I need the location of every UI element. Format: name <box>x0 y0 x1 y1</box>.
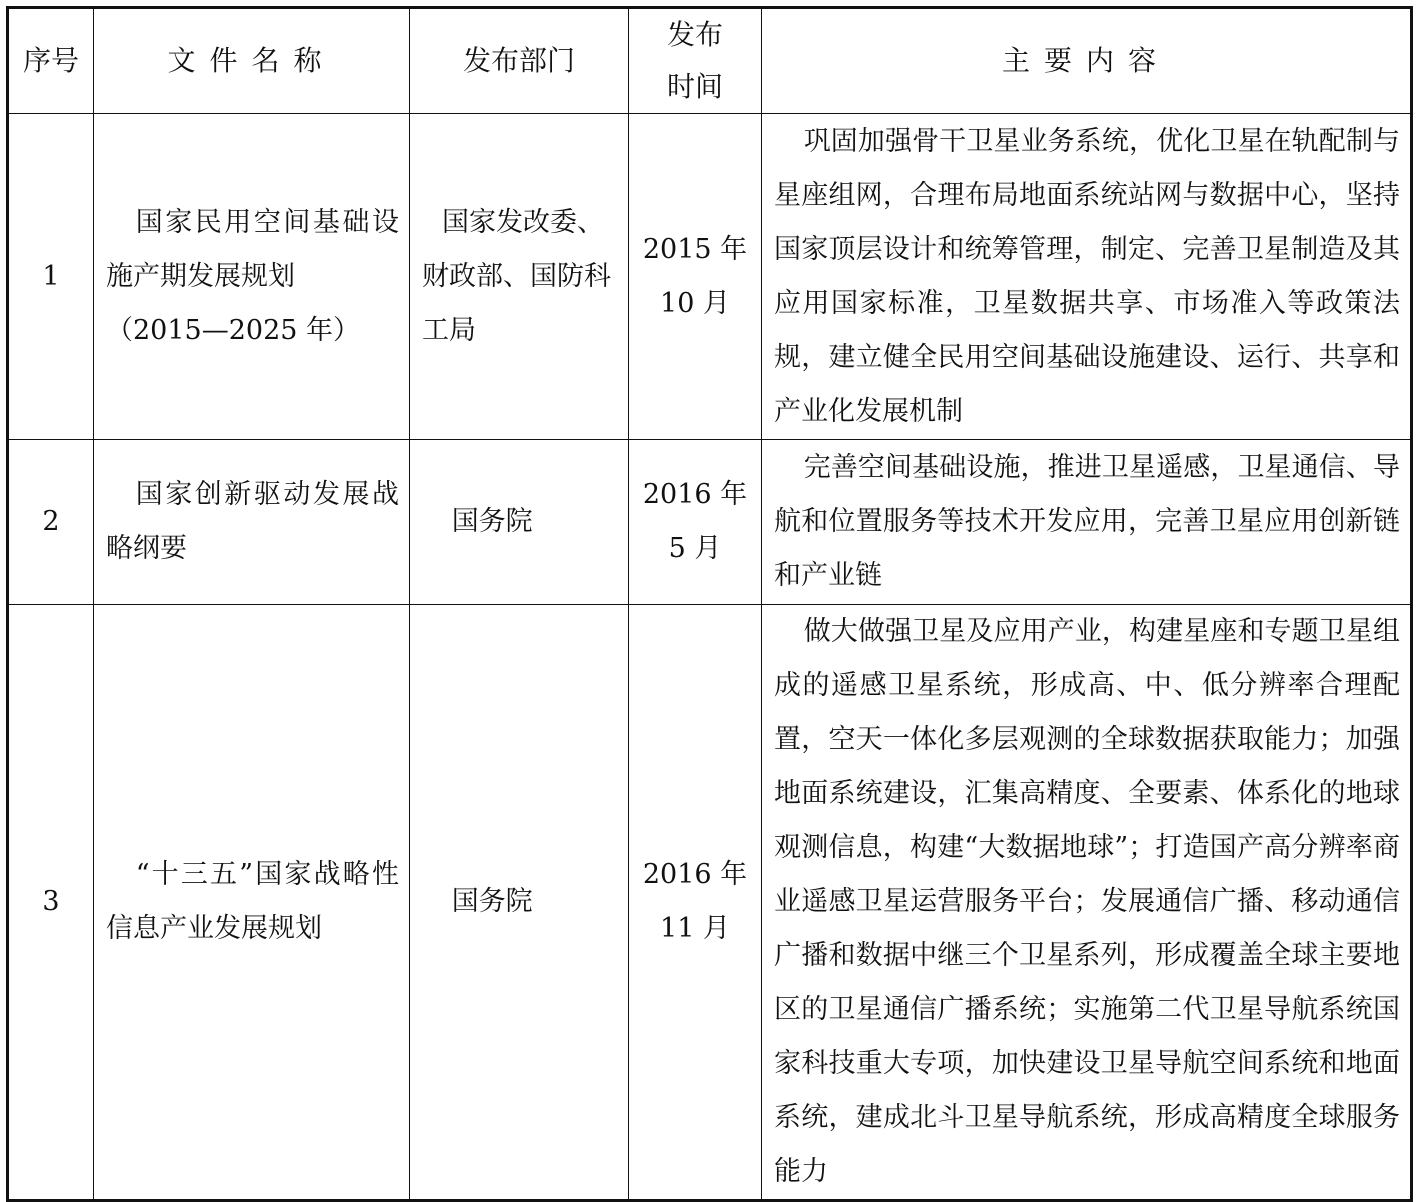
table-row <box>8 605 1412 1201</box>
release-month: 11 月 <box>660 913 730 944</box>
table-row <box>8 114 1412 440</box>
table-row <box>8 440 1412 605</box>
row-main-content: 完善空间基础设施，推进卫星遥感，卫星通信、导航和位置服务等技术开发应用，完善卫星应用创新链和产业链 <box>762 440 1412 605</box>
header-main-content: 主要内容 <box>762 8 1412 114</box>
row-serial-number: 2 <box>8 440 94 605</box>
header-release-date <box>629 8 762 114</box>
row-document-name: 国家创新驱动发展战略纲要 <box>94 440 410 605</box>
table-header-row <box>8 8 1412 114</box>
row-document-name <box>94 114 410 440</box>
header-release-date-line1: 发布 <box>666 18 723 51</box>
document-name-text: 国家民用空间基础设施产期发展规划 <box>106 206 399 292</box>
row-main-content: 做大做强卫星及应用产业，构建星座和专题卫星组成的遥感卫星系统，形成高、中、低分辨率合理配置，空天一体化多层观测的全球数据获取能力；加强地面系统建设，汇集高精度、全要素、体系化的地球观测信息，构建“大数据地球”；打造国产高分辨率商业遥感卫星运营服务平台；发展通信广播、移动通信广播和数据中继三个卫星系列，形成覆盖全球主要地区的卫星通信广播系统；实施第二代卫星导航系统国家科技重大专项，加快建设卫星导航空间系统和地面系统，建成北斗卫星导航系统，形成高精度全球服务能力 <box>762 605 1412 1201</box>
release-year: 2016 年 <box>642 859 748 890</box>
department-line-rest: 财政部、国防科工局 <box>422 260 611 346</box>
row-serial-number: 1 <box>8 114 94 440</box>
department-line-1: 国家发改委、 <box>442 206 604 238</box>
row-main-content: 巩固加强骨干卫星业务系统，优化卫星在轨配制与星座组网，合理布局地面系统站网与数据中心，坚持国家顶层设计和统筹管理，制定、完善卫星制造及其应用国家标准，卫星数据共享、市场准入等政策法规，建立健全民用空间基础设施建设、运行、共享和产业化发展机制 <box>762 114 1412 440</box>
row-issuing-department <box>410 114 629 440</box>
policy-documents-table <box>6 6 1413 1202</box>
row-issuing-department: 国务院 <box>410 440 629 605</box>
header-serial-number: 序号 <box>8 8 94 114</box>
document-name-years: （2015—2025 年） <box>106 314 361 346</box>
release-year: 2016 年 <box>642 479 748 510</box>
row-serial-number: 3 <box>8 605 94 1201</box>
release-month: 10 月 <box>660 287 730 319</box>
header-release-date-line2: 时间 <box>666 70 723 103</box>
header-issuing-department: 发布部门 <box>410 8 629 114</box>
row-issuing-department: 国务院 <box>410 605 629 1201</box>
release-month: 5 月 <box>668 533 722 564</box>
release-year: 2015 年 <box>642 233 748 265</box>
row-document-name: “十三五”国家战略性信息产业发展规划 <box>94 605 410 1201</box>
row-release-date <box>629 605 762 1201</box>
header-document-name: 文件名称 <box>94 8 410 114</box>
row-release-date <box>629 440 762 605</box>
row-release-date <box>629 114 762 440</box>
